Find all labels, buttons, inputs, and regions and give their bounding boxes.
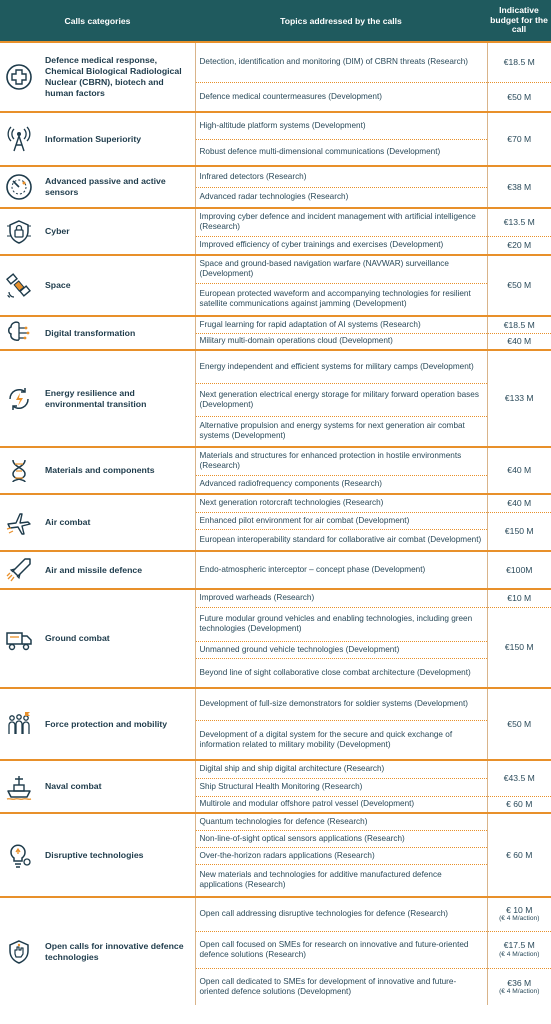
category-cell (0, 208, 195, 255)
budget-cell (487, 447, 551, 494)
budget-value: €17.5 M (503, 940, 535, 951)
category-name: Advanced passive and active sensors (45, 176, 166, 197)
topic-text: Development of a digital system for the secure and quick exchange of information related to military mobility (Development) (195, 720, 487, 760)
satellite-icon (5, 272, 33, 300)
topic-text: Enhanced pilot environment for air combat (Development) (195, 512, 487, 529)
budget-value: €38 M (507, 181, 532, 192)
category-name: Disruptive technologies (45, 849, 144, 860)
category-cell (0, 688, 195, 760)
category-cell (0, 112, 195, 166)
radar-icon (5, 173, 33, 201)
category-cell (0, 447, 195, 494)
budget-cell (487, 512, 551, 551)
topic-row (0, 760, 551, 778)
topic-text: Alternative propulsion and energy systems for next generation air combat systems (Development) (195, 416, 487, 447)
budget-cell (487, 688, 551, 760)
ground-vehicle-icon (5, 625, 33, 653)
budget-cell (487, 333, 551, 350)
topic-row (0, 494, 551, 512)
topic-row (0, 42, 551, 82)
budget-value: €43.5 M (503, 773, 535, 784)
missile-icon (5, 556, 33, 584)
budget-per-action: (€ 4 M/action) (499, 987, 540, 995)
topic-text: New materials and technologies for additive manufactured defence applications (Research) (195, 864, 487, 897)
budget-cell (487, 208, 551, 236)
topic-text: High-altitude platform systems (Development) (195, 112, 487, 139)
topic-text: Ship Structural Health Monitoring (Research) (195, 778, 487, 796)
budget-per-action: (€ 4 M/action) (499, 915, 540, 923)
energy-cycle-icon (5, 385, 33, 413)
topic-text: Energy independent and efficient systems for military camps (Development) (195, 350, 487, 383)
topic-text: Infrared detectors (Research) (195, 166, 487, 187)
category-name: Naval combat (45, 781, 102, 792)
header-topics: Topics addressed by the calls (195, 0, 487, 42)
category-cell (0, 589, 195, 688)
topic-text: Beyond line of sight collaborative close combat architecture (Development) (195, 658, 487, 688)
category-cell (0, 494, 195, 551)
topic-text: Non-line-of-sight optical sensors applications (Research) (195, 830, 487, 847)
category-cell (0, 551, 195, 589)
budget-cell (487, 796, 551, 813)
topic-text: Defence medical countermeasures (Development) (195, 82, 487, 112)
budget-value: €13.5 M (503, 217, 535, 228)
budget-cell (487, 551, 551, 589)
topic-text: Materials and structures for enhanced protection in hostile environments (Research) (195, 447, 487, 475)
category-name: Space (45, 280, 71, 291)
category-cell (0, 316, 195, 350)
budget-value: €150 M (504, 642, 534, 653)
category-name: Air combat (45, 517, 91, 528)
budget-value: €50 M (507, 280, 532, 291)
shield-hand-icon (5, 938, 33, 966)
topic-text: Development of full-size demonstrators for soldier systems (Development) (195, 688, 487, 720)
budget-cell (487, 813, 551, 897)
budget-cell (487, 589, 551, 607)
budget-cell (487, 112, 551, 166)
budget-value: €40 M (507, 465, 532, 476)
topic-text: Endo-atmospheric interceptor – concept phase (Development) (195, 551, 487, 589)
shield-circuit-icon (5, 218, 33, 246)
category-name: Open calls for innovative defence technologies (45, 940, 184, 962)
medical-cross-icon (5, 63, 33, 91)
table-header (0, 0, 551, 42)
category-name: Materials and components (45, 465, 155, 476)
topic-text: Robust defence multi-dimensional communications (Development) (195, 139, 487, 166)
budget-cell (487, 607, 551, 688)
budget-cell (487, 166, 551, 208)
budget-cell (487, 82, 551, 112)
budget-cell (487, 897, 551, 931)
budget-cell (487, 968, 551, 1005)
budget-value: €20 M (507, 240, 532, 251)
topic-row (0, 316, 551, 333)
header-calls-categories: Calls categories (0, 0, 195, 42)
brain-circuit-icon (5, 319, 33, 347)
budget-value: €40 M (507, 336, 532, 347)
budget-cell (487, 42, 551, 82)
budget-value: €18.5 M (503, 319, 535, 330)
table-body (0, 42, 551, 1005)
fighter-jet-icon (5, 509, 33, 537)
topic-text: Improved efficiency of cyber trainings and exercises (Development) (195, 236, 487, 255)
dna-icon (5, 457, 33, 485)
category-cell (0, 897, 195, 1005)
topic-row (0, 551, 551, 589)
topic-text: European interoperability standard for collaborative air combat (Development) (195, 529, 487, 551)
topic-text: Military multi-domain operations cloud (Development) (195, 333, 487, 350)
category-name: Force protection and mobility (45, 718, 168, 729)
budget-value: €70 M (507, 133, 532, 144)
topic-text: Future modular ground vehicles and enabling technologies, including green technologies (Development) (195, 607, 487, 641)
budget-cell (487, 931, 551, 968)
category-cell (0, 42, 195, 112)
budget-value: € 60 M (506, 799, 533, 810)
budget-value: €150 M (504, 526, 534, 537)
budget-cell (487, 255, 551, 316)
topic-text: Open call dedicated to SMEs for development of innovative and future-oriented defence solutions (Development) (195, 968, 487, 1005)
budget-value: €36 M (507, 977, 532, 988)
budget-cell (487, 494, 551, 512)
topic-text: Over-the-horizon radars applications (Research) (195, 847, 487, 864)
topic-row (0, 166, 551, 187)
budget-value: €18.5 M (503, 57, 535, 68)
category-cell (0, 255, 195, 316)
topic-text: Advanced radiofrequency components (Research) (195, 475, 487, 494)
budget-value: €40 M (507, 498, 532, 509)
topic-row (0, 350, 551, 383)
category-name: Ground combat (45, 633, 110, 644)
topic-text: Multirole and modular offshore patrol vessel (Development) (195, 796, 487, 813)
topic-text: Advanced radar technologies (Research) (195, 187, 487, 208)
topic-text: Open call addressing disruptive technologies for defence (Research) (195, 897, 487, 931)
category-name: Air and missile defence (45, 564, 143, 575)
topic-text: Unmanned ground vehicle technologies (Development) (195, 641, 487, 658)
antenna-icon (5, 125, 33, 153)
soldiers-icon (5, 710, 33, 738)
category-cell (0, 760, 195, 813)
topic-text: Space and ground-based navigation warfare (NAVWAR) surveillance (Development) (195, 255, 487, 283)
topic-row (0, 208, 551, 236)
budget-value: € 60 M (506, 849, 533, 860)
topic-row (0, 447, 551, 475)
topic-row (0, 688, 551, 720)
category-name: Defence medical response, Chemical Biological Radiological Nuclear (CBRN), biotech and human factors (45, 55, 182, 98)
topic-text: Improving cyber defence and incident management with artificial intelligence (Research) (195, 208, 487, 236)
budget-value: €133 M (504, 393, 534, 404)
topic-text: Open call focused on SMEs for research on innovative and future-oriented defence solutions (Research) (195, 931, 487, 968)
budget-value: €50 M (507, 91, 532, 102)
budget-value: €100M (506, 564, 533, 575)
topic-text: Next generation electrical energy storage for military forward operation bases (Development) (195, 383, 487, 416)
category-name: Cyber (45, 226, 70, 237)
topic-row (0, 255, 551, 283)
budget-cell (487, 236, 551, 255)
topic-text: Digital ship and ship digital architecture (Research) (195, 760, 487, 778)
category-cell (0, 813, 195, 897)
topic-text: Frugal learning for rapid adaptation of AI systems (Research) (195, 316, 487, 333)
category-name: Information Superiority (45, 133, 142, 144)
budget-value: € 10 M (506, 905, 533, 916)
category-cell (0, 166, 195, 208)
topic-row (0, 112, 551, 139)
lightbulb-gear-icon (5, 841, 33, 869)
ship-icon (5, 773, 33, 801)
category-name: Digital transformation (45, 327, 136, 338)
topic-row (0, 897, 551, 931)
topic-text: European protected waveform and accompanying technologies for resilient satellite communications against jamming (Development) (195, 283, 487, 316)
topic-text: Next generation rotorcraft technologies (Research) (195, 494, 487, 512)
category-cell (0, 350, 195, 447)
budget-cell (487, 760, 551, 796)
topic-text: Quantum technologies for defence (Research) (195, 813, 487, 830)
topic-row (0, 589, 551, 607)
budget-value: €50 M (507, 718, 532, 729)
budget-cell (487, 350, 551, 447)
budget-cell (487, 316, 551, 333)
budget-per-action: (€ 4 M/action) (499, 950, 540, 958)
topic-row (0, 813, 551, 830)
header-budget: Indicative budget for the call (487, 0, 551, 42)
category-name: Energy resilience and environmental transition (45, 387, 147, 409)
topic-text: Detection, identification and monitoring (DIM) of CBRN threats (Research) (195, 42, 487, 82)
budget-value: €10 M (507, 593, 532, 604)
topic-text: Improved warheads (Research) (195, 589, 487, 607)
